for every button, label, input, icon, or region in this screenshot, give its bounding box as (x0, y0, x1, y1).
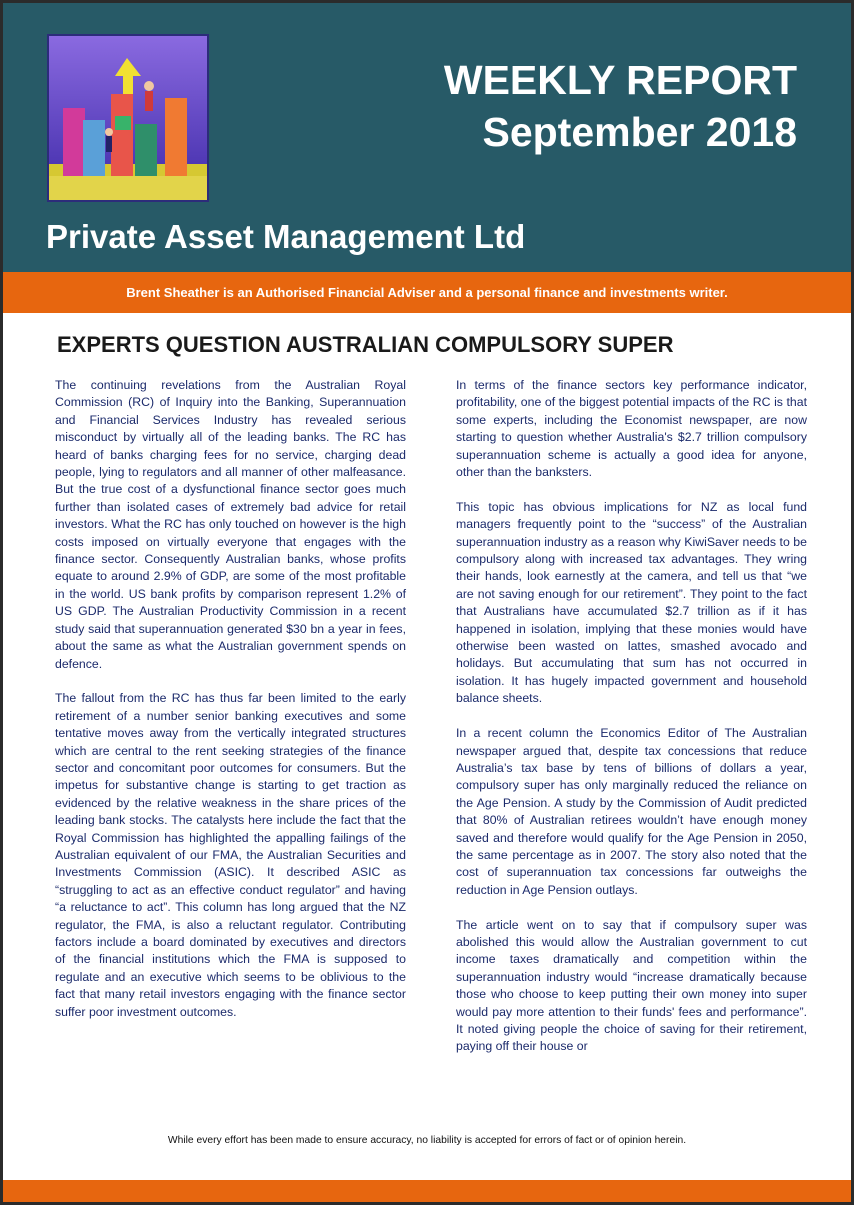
growth-chart-illustration-icon (47, 34, 209, 202)
disclaimer-text: While every effort has been made to ensure accuracy, no liability is accepted for errors of fact or of opinion herein. (167, 1135, 687, 1146)
article-headline: EXPERTS QUESTION AUSTRALIAN COMPULSORY SUPER (57, 332, 674, 357)
author-banner: Brent Sheather is an Authorised Financial Adviser and a personal finance and investments writer. (3, 272, 851, 313)
article-paragraph: The continuing revelations from the Australian Royal Commission (RC) of Inquiry into the Banking, Superannuation and Financial Services Industry has revealed serious misconduct by virtually all of the leading banks. The RC has heard of banks charging fees for no service, charging dead people, lying to regulators and all manner of other malfeasance. But the true cost of a dysfunctional finance sector goes much further than isolated cases of extremely bad advice for retail investors. What the RC has only touched on however is the high costs imposed on virtually everyone that engages with the finance sector. Consequently Australian banks, whose profits equate to around 2.9% of GDP, are some of the most profitable in the world. US bank profits by comparison represent 1.2% of US GDP. The Australian Productivity Commission in a recent study said that superannuation generated $30 bn a year in fees, about the same as what the Australian government spends on defence. (55, 378, 406, 671)
article-paragraph: In terms of the finance sectors key performance indicator, profitability, one of the biggest potential impacts of the RC is that some experts, including the Economist newspaper, are now starting to question whether Australia's $2.7 trillion compulsory superannuation scheme is actually a good idea for anyone, other than the banksters. (456, 378, 807, 480)
company-name: Private Asset Management Ltd (46, 218, 526, 255)
article-right-column (456, 377, 807, 1073)
report-title: WEEKLY REPORT (443, 57, 797, 103)
article-left-column (55, 377, 406, 1038)
article-paragraph: This topic has obvious implications for NZ as local fund managers frequently point to the “success” of the Australian superannuation industry as a reason why KiwiSaver needs to be compulsory along with increased tax advantages. They wring their hands, look earnestly at the camera, and tell us that “we are not saving enough for our retirement”. They point to the fact that Australians have accumulated $2.7 trillion as if it has happened in isolation, implying that these monies would have otherwise been wasted on lattes, smashed avocado and holidays. But accumulating that sum has not occurred in isolation. It has hugely impacted government and household balance sheets. (456, 499, 807, 706)
report-page (3, 3, 851, 1202)
report-header (3, 3, 851, 272)
report-date: September 2018 (482, 109, 797, 155)
article-paragraph: In a recent column the Economics Editor of The Australian newspaper argued that, despite tax concessions that reduce Australia’s tax base by tens of billions of dollars a year, compulsory super has only marginally reduced the reliance on the Age Pension. A study by the Commission of Audit predicted that 80% of Australian retirees wouldn’t have enough money saved and therefore would qualify for the Age Pension in 2050, the same percentage as in 2007. The story also noted that the cost of superannuation tax concessions far outweighs the reduction in Age Pension outlays. (456, 726, 807, 897)
footer-bar (3, 1180, 851, 1202)
article-paragraph: The article went on to say that if compulsory super was abolished this would allow the Australian government to cut income taxes dramatically and competition within the superannuation industry would “increase dramatically because those who choose to keep putting their own money into super would pay more attention to their funds' fees and performance”. It noted giving people the choice of saving for their retirement, paying off their house or (456, 917, 807, 1054)
article-paragraph: The fallout from the RC has thus far been limited to the early retirement of a number senior banking executives and some tentative moves away from the vertically integrated structures which are central to the rent seeking strategies of the finance sector and concomitant poor outcomes for consumers. But the impetus for substantive change is starting to get traction as evidenced by the relative weakness in the share prices of the leading bank stocks. The catalysts here include the fact that the Royal Commission has highlighted the appalling failings of the Australian equivalent of our FMA, the Australian Securities and Investments Commission (ASIC). It described ASIC as “struggling to act as an effective conduct regulator” and having “a reluctance to act”. This column has long argued that the NZ regulator, the FMA, is also a reluctant regulator. Contributing factors include a board dominated by executives and directors of the financial institutions which the FMA is supposed to regulate and an executive which seems to be oblivious to the fact that many retail investors engaging with the finance sector suffer poor investment outcomes. (55, 691, 406, 1019)
